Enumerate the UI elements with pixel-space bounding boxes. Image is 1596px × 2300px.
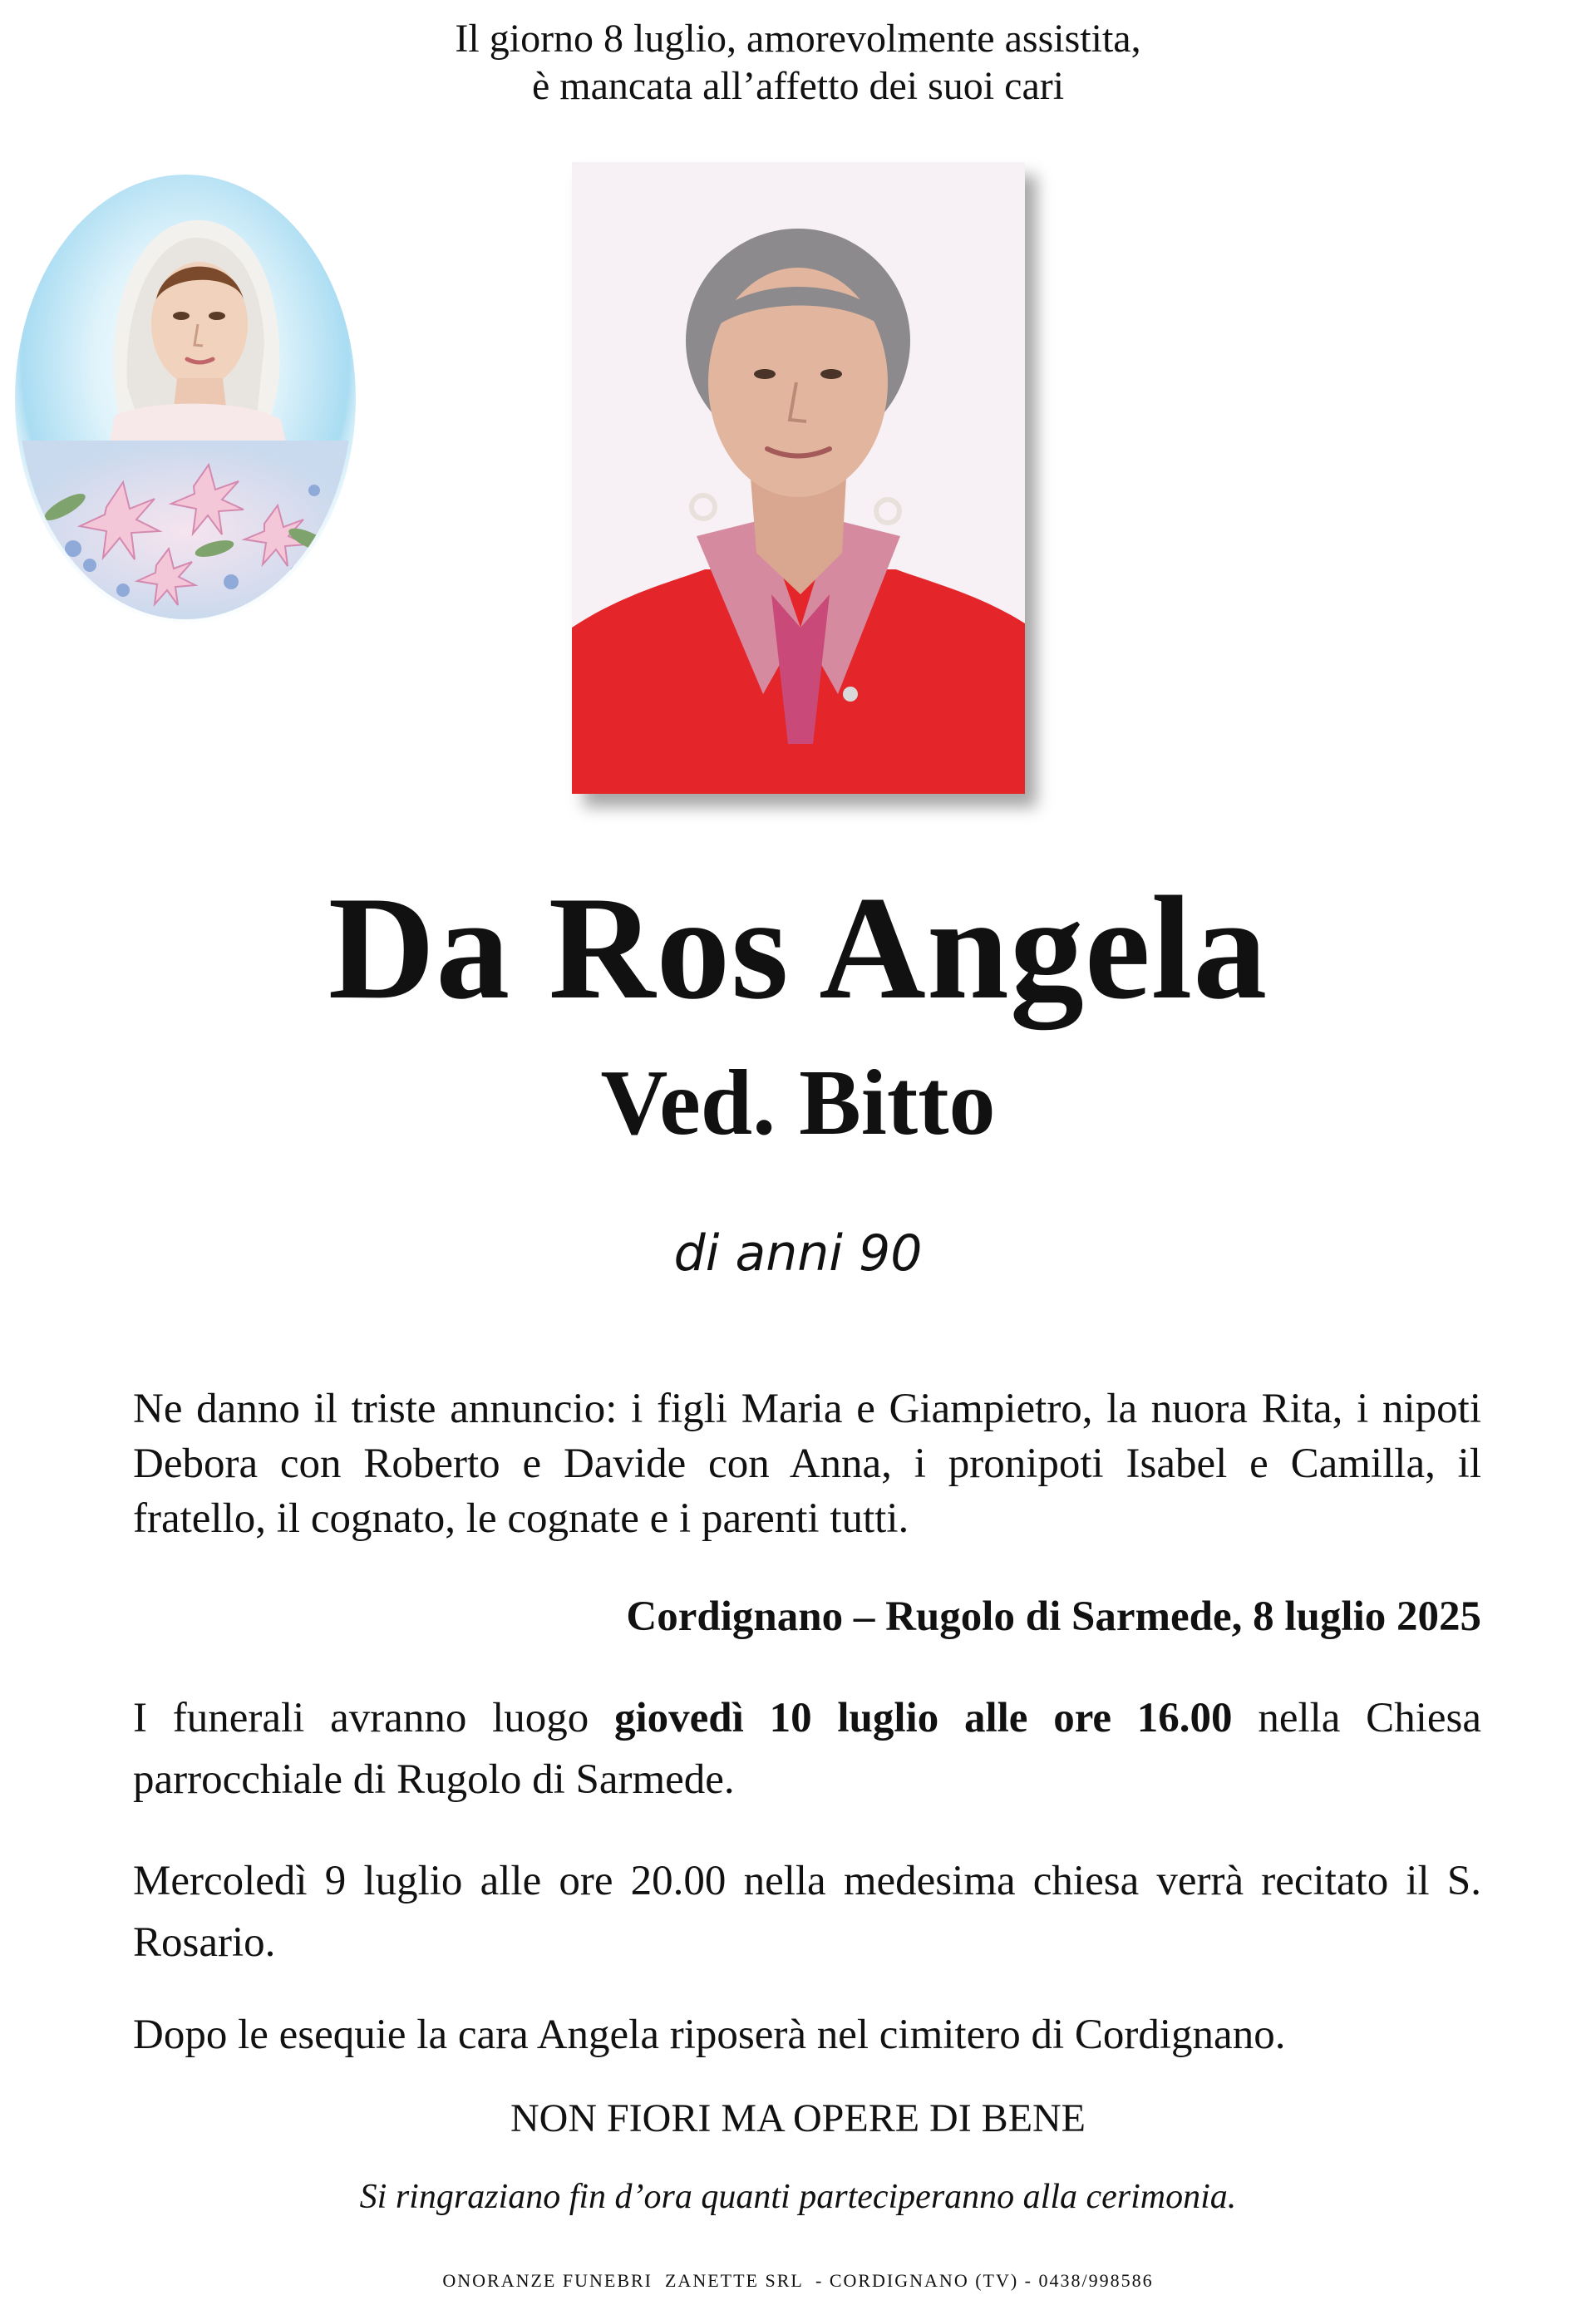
deceased-name: Da Ros Angela xyxy=(328,865,1268,1030)
funeral-text-start: I funerali avranno luogo xyxy=(133,1695,614,1741)
rosary-paragraph: Mercoledì 9 luglio alle ore 20.00 nella medesima chiesa verrà recitato il S. Rosario. xyxy=(133,1858,1481,1966)
funeral-date-time: giovedì 10 luglio alle ore 16.00 xyxy=(614,1695,1233,1741)
funeral-home-footer: ONORANZE FUNEBRI ZANETTE SRL - CORDIGNANO (TV) - 0438/998586 xyxy=(442,2270,1154,2291)
madonna-illustration-icon xyxy=(15,175,356,623)
married-name: Ved. Bitto xyxy=(600,1051,996,1155)
portrait-photo-icon xyxy=(572,162,1025,794)
burial-paragraph: Dopo le esequie la cara Angela riposerà nel cimitero di Cordignano. xyxy=(133,2012,1286,2058)
funeral-text-end: nella Chiesa parrocchiale di Rugolo di Sarmede. xyxy=(133,1695,1481,1803)
no-flowers-notice: NON FIORI MA OPERE DI BENE xyxy=(510,2096,1086,2140)
place-date-line: Cordignano – Rugolo di Sarmede, 8 luglio 2025 xyxy=(626,1593,1481,1640)
deceased-portrait-photo xyxy=(572,162,1025,794)
thanks-line: Si ringraziano fin d’ora quanti parteciperanno alla cerimonia. xyxy=(359,2178,1237,2216)
funeral-paragraph xyxy=(133,1687,1481,1810)
intro-line-1: Il giorno 8 luglio, amorevolmente assistita, xyxy=(455,17,1141,61)
madonna-oval-image xyxy=(15,175,356,623)
announcement-paragraph: Ne danno il triste annuncio: i figli Maria e Giampietro, la nuora Rita, i nipoti Debora con Roberto e Davide con Anna, i pronipoti Isabel e Camilla, il fratello, il cognato, le cognate e i parenti tutti. xyxy=(133,1386,1481,1542)
intro-line-2: è mancata all’affetto dei suoi cari xyxy=(531,64,1065,108)
age-text: di anni 90 xyxy=(673,1224,923,1283)
intro-text xyxy=(0,15,1596,110)
